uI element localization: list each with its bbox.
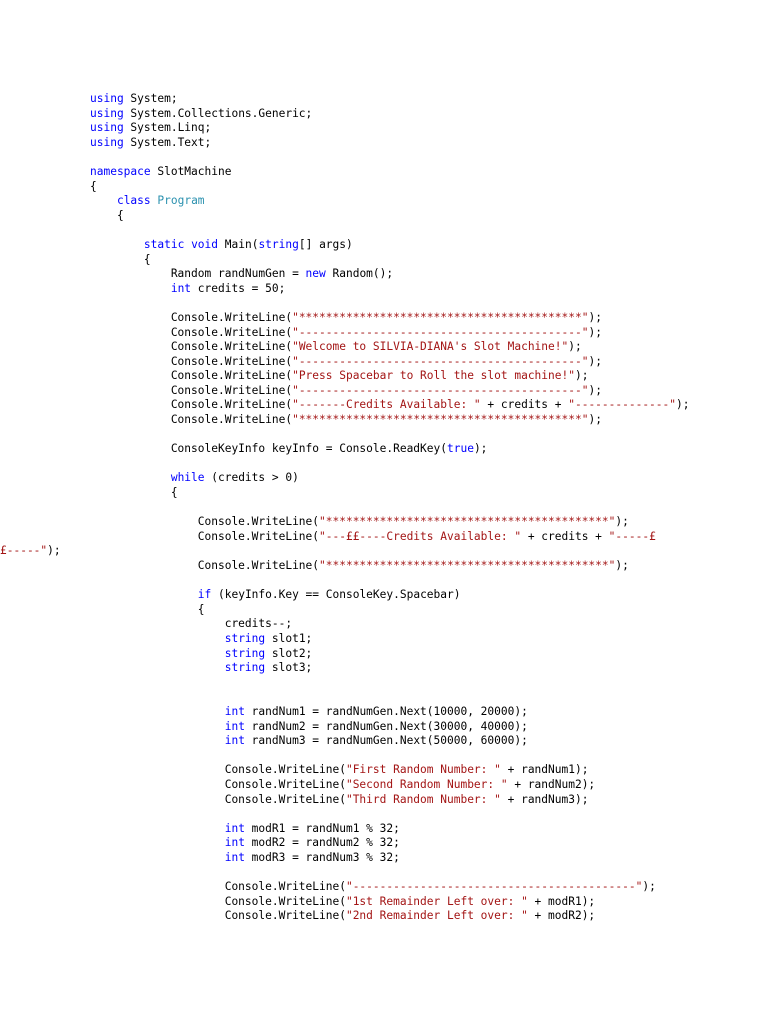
code-string: "---££----Credits Available: "	[319, 529, 522, 543]
code-line	[90, 778, 750, 793]
code-string: "------------------------------------------"	[292, 354, 589, 368]
code-keyword: int	[224, 704, 245, 718]
code-string: "First Random Number: "	[345, 763, 501, 777]
code-line	[90, 253, 750, 268]
code-keyword: while	[170, 471, 205, 485]
code-text: randNum1 = randNumGen.Next(10000, 20000);	[244, 704, 528, 718]
code-text: randNum2 = randNumGen.Next(30000, 40000);	[244, 719, 528, 733]
code-string: "******************************************"	[292, 310, 589, 324]
code-line	[90, 223, 750, 238]
code-text	[90, 632, 225, 645]
code-text: );	[588, 413, 602, 427]
code-line	[90, 603, 750, 618]
code-text: slot2;	[265, 646, 313, 660]
code-keyword: true	[446, 442, 474, 456]
code-text: Random();	[325, 267, 394, 281]
code-text: slot1;	[265, 631, 313, 645]
code-text: );	[588, 325, 602, 339]
code-text: Console.WriteLine(	[90, 529, 320, 543]
code-text: randNum3 = randNumGen.Next(50000, 60000);	[244, 734, 528, 748]
code-line	[90, 311, 750, 326]
code-text	[90, 588, 198, 601]
code-string: "******************************************"	[319, 559, 616, 572]
code-string: "Second Random Number: "	[345, 777, 508, 791]
code-keyword: int	[224, 734, 245, 748]
code-keyword: string	[258, 237, 299, 251]
code-line	[90, 734, 750, 749]
code-line	[90, 136, 750, 151]
code-line	[90, 150, 750, 165]
code-text: Console.WriteLine(	[90, 325, 293, 339]
code-line	[90, 617, 750, 632]
code-line	[90, 851, 750, 866]
code-line	[90, 880, 750, 895]
code-keyword: int	[224, 836, 245, 850]
code-text: ConsoleKeyInfo keyInfo = Console.ReadKey(	[90, 442, 447, 456]
code-keyword: int	[170, 281, 192, 295]
code-line	[90, 238, 750, 253]
code-line	[90, 836, 750, 851]
code-text: System.Linq;	[123, 121, 212, 135]
code-string: "Third Random Number: "	[345, 792, 501, 806]
code-line	[90, 384, 750, 399]
code-line	[90, 647, 750, 662]
code-string: "-----£	[608, 529, 656, 543]
code-line	[90, 895, 750, 910]
code-text: + randNum1);	[500, 763, 589, 777]
code-line	[90, 296, 750, 311]
code-keyword: using	[90, 92, 124, 105]
code-text: );	[676, 398, 690, 412]
code-string: £-----"	[0, 544, 48, 558]
code-text: {	[90, 486, 178, 500]
code-line	[90, 355, 750, 370]
code-text: Console.WriteLine(	[90, 340, 293, 354]
code-text: Console.WriteLine(	[90, 310, 293, 324]
code-text: Console.WriteLine(	[90, 909, 346, 923]
code-text: Console.WriteLine(	[90, 763, 346, 777]
code-text	[90, 822, 225, 835]
code-text: slot3;	[265, 661, 313, 675]
code-text: System.Text;	[123, 135, 212, 149]
code-keyword: static	[143, 237, 185, 251]
code-text	[90, 836, 225, 849]
code-text: );	[473, 442, 488, 456]
code-text: + modR2);	[527, 909, 596, 923]
code-text: );	[588, 310, 602, 324]
code-keyword: string	[224, 646, 266, 660]
code-text: + credits +	[480, 398, 569, 412]
code-string: "******************************************"	[292, 413, 589, 427]
code-line	[90, 267, 750, 282]
code-text	[90, 661, 225, 674]
code-text: Console.WriteLine(	[90, 369, 293, 383]
code-text: );	[568, 340, 582, 354]
code-text: Console.WriteLine(	[90, 354, 293, 368]
code-line	[90, 530, 750, 545]
code-line	[90, 442, 750, 457]
code-text: modR1 = randNum1 % 32;	[244, 821, 400, 835]
code-string: "******************************************"	[319, 515, 616, 529]
code-text: Console.WriteLine(	[90, 894, 346, 908]
code-text	[90, 471, 171, 484]
code-string: "Press Spacebar to Roll the slot machine!"	[292, 369, 575, 383]
code-text	[90, 238, 144, 251]
code-line	[90, 471, 750, 486]
code-line	[90, 194, 750, 209]
code-line	[90, 107, 750, 122]
code-text	[90, 647, 225, 660]
code-text: (keyInfo.Key == ConsoleKey.Spacebar)	[211, 588, 461, 602]
code-text: credits = 50;	[191, 281, 286, 295]
code-string: "------------------------------------------"	[345, 880, 643, 894]
code-keyword: namespace	[90, 164, 151, 178]
code-line	[90, 705, 750, 720]
code-line	[90, 326, 750, 341]
code-text: Console.WriteLine(	[90, 880, 346, 894]
code-string: "------------------------------------------"	[292, 383, 589, 397]
code-line	[90, 165, 750, 180]
code-line	[90, 515, 750, 530]
code-string: "2nd Remainder Left over: "	[345, 909, 528, 923]
code-text: modR3 = randNum3 % 32;	[244, 850, 400, 864]
code-text: credits--;	[90, 617, 293, 631]
code-text: Console.WriteLine(	[90, 792, 346, 806]
code-keyword: using	[90, 121, 124, 135]
code-type-name: Program	[157, 194, 205, 208]
code-text	[90, 720, 225, 733]
code-text	[90, 282, 171, 295]
code-text: );	[615, 559, 629, 572]
code-line	[90, 369, 750, 384]
code-text: + randNum3);	[500, 792, 589, 806]
code-text: Random randNumGen =	[90, 267, 306, 281]
code-line	[90, 501, 750, 516]
code-text: {	[90, 208, 124, 222]
code-keyword: new	[305, 267, 326, 281]
code-text: );	[588, 354, 602, 368]
code-text: Console.WriteLine(	[90, 413, 293, 427]
code-line	[90, 559, 750, 574]
code-line	[90, 676, 750, 691]
code-line	[90, 865, 750, 880]
code-line	[90, 340, 750, 355]
code-block	[0, 92, 750, 924]
code-line	[90, 793, 750, 808]
code-text: {	[90, 602, 205, 616]
code-text: Main(	[218, 237, 259, 251]
code-text: Console.WriteLine(	[90, 777, 346, 791]
code-line	[0, 544, 750, 559]
code-line	[90, 749, 750, 764]
code-line	[90, 690, 750, 705]
code-keyword: int	[224, 719, 245, 733]
code-line	[90, 807, 750, 822]
code-line	[90, 413, 750, 428]
code-string: "1st Remainder Left over: "	[345, 894, 528, 908]
code-text: );	[588, 383, 602, 397]
code-text: (credits > 0)	[204, 471, 299, 485]
code-keyword: using	[90, 106, 124, 120]
code-text: Console.WriteLine(	[90, 515, 320, 529]
code-line	[90, 661, 750, 676]
code-text: Console.WriteLine(	[90, 383, 293, 397]
code-line	[90, 398, 750, 413]
code-text: System;	[123, 92, 178, 105]
code-line	[90, 428, 750, 443]
code-text	[90, 705, 225, 718]
code-line	[90, 720, 750, 735]
code-text: + credits +	[521, 529, 609, 543]
code-string: "------------------------------------------"	[292, 325, 589, 339]
code-text: );	[615, 515, 629, 529]
code-text: + randNum2);	[507, 777, 596, 791]
code-text: SlotMachine	[150, 164, 232, 178]
code-line	[90, 209, 750, 224]
code-keyword: int	[224, 821, 245, 835]
code-text	[90, 734, 225, 747]
code-line	[90, 121, 750, 136]
code-line	[90, 457, 750, 472]
code-line	[90, 632, 750, 647]
code-text: );	[642, 880, 656, 894]
code-line	[90, 588, 750, 603]
code-line	[90, 574, 750, 589]
code-text: modR2 = randNum2 % 32;	[244, 836, 400, 850]
code-keyword: string	[224, 631, 266, 645]
code-text	[90, 194, 117, 207]
code-keyword: void	[191, 237, 219, 251]
code-text: Console.WriteLine(	[90, 398, 293, 412]
code-string: "--------------"	[568, 398, 677, 412]
code-string: "-------Credits Available: "	[292, 398, 481, 412]
code-keyword: string	[224, 661, 266, 675]
code-string: "Welcome to SILVIA-DIANA's Slot Machine!"	[292, 340, 569, 354]
code-keyword: if	[197, 588, 212, 602]
code-text: );	[47, 544, 61, 558]
code-line	[90, 763, 750, 778]
code-text: System.Collections.Generic;	[123, 106, 313, 120]
code-text: );	[574, 369, 589, 383]
code-line	[90, 909, 750, 924]
code-line	[90, 822, 750, 837]
code-keyword: using	[90, 135, 124, 149]
code-line	[90, 92, 750, 107]
code-text: Console.WriteLine(	[90, 559, 320, 572]
code-text	[90, 851, 225, 864]
code-line	[90, 180, 750, 195]
code-text: {	[90, 179, 97, 193]
code-text: {	[90, 252, 151, 266]
code-line	[90, 486, 750, 501]
code-text: + modR1);	[527, 894, 596, 908]
code-keyword: int	[224, 850, 245, 864]
code-line	[90, 282, 750, 297]
code-keyword: class	[116, 194, 151, 208]
code-text: [] args)	[298, 237, 353, 251]
